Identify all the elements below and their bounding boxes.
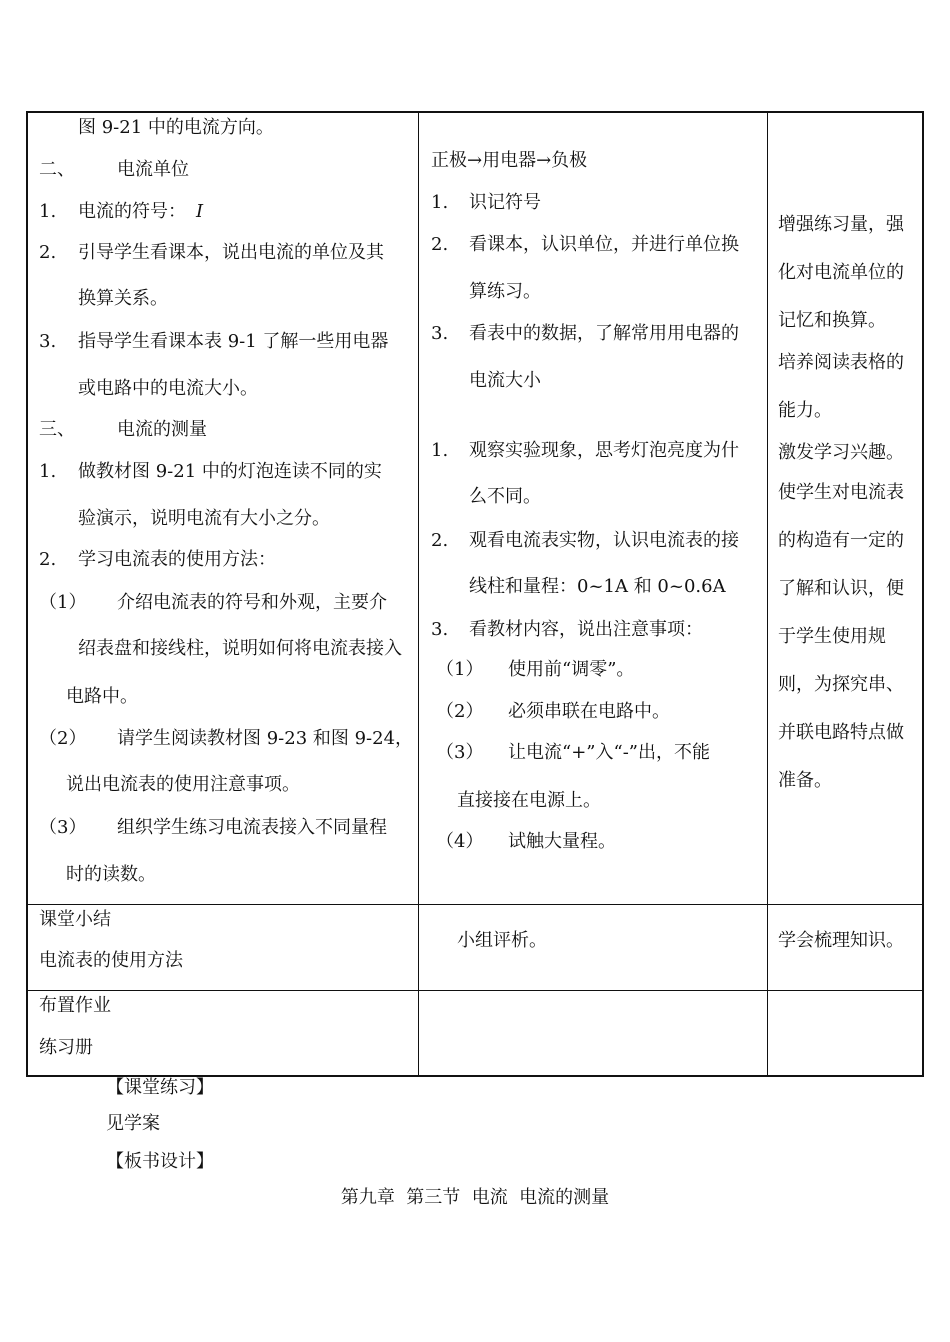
text-line: 观看电流表实物，认识电流表的接 bbox=[469, 530, 739, 551]
text-line: 电流大小 bbox=[469, 370, 541, 391]
text-line: 学会梳理知识。 bbox=[778, 930, 904, 951]
text-line: 电路中。 bbox=[66, 686, 138, 707]
column-divider bbox=[767, 113, 768, 1075]
text-line: 电流表的使用方法 bbox=[39, 950, 183, 971]
text-line: 学习电流表的使用方法： bbox=[78, 549, 276, 570]
text-line: 让电流“+”入“-”出，不能 bbox=[508, 742, 710, 763]
sub-item-number: （2） bbox=[39, 728, 87, 749]
text-line: 观察实验现象，思考灯泡亮度为什 bbox=[469, 440, 739, 461]
text-line: 说出电流表的使用注意事项。 bbox=[66, 774, 300, 795]
board-title: 第九章 第三节 电流 电流的测量 bbox=[340, 1187, 610, 1208]
text-line: 时的读数。 bbox=[66, 864, 156, 885]
intent-paragraph: 培养阅读表格的能力。 bbox=[778, 352, 904, 421]
item-number: 3. bbox=[431, 323, 449, 344]
intent-paragraph: 使学生对电流表的构造有一定的了解和认识，便于学生使用规则，为探究串、并联电路特点做准备。 bbox=[778, 482, 904, 791]
text-line: 看课本，认识单位，并进行单位换 bbox=[469, 234, 739, 255]
current-symbol: I bbox=[196, 201, 204, 222]
text-line: 组织学生练习电流表接入不同量程 bbox=[117, 817, 387, 838]
section-heading: 电流的测量 bbox=[117, 419, 207, 440]
text-line: 看表中的数据，了解常用用电器的 bbox=[469, 323, 739, 344]
practice-heading: 【课堂练习】 bbox=[106, 1077, 214, 1098]
text-line: 介绍电流表的符号和外观，主要介 bbox=[117, 592, 387, 613]
sub-item-number: （4） bbox=[436, 831, 484, 852]
item-number: 2. bbox=[431, 530, 449, 551]
item-number: 3. bbox=[39, 331, 57, 352]
sub-item-number: （3） bbox=[436, 742, 484, 763]
text-line: 引导学生看课本，说出电流的单位及其 bbox=[78, 242, 384, 263]
text-line: 换算关系。 bbox=[78, 288, 168, 309]
board-heading: 【板书设计】 bbox=[106, 1151, 214, 1172]
text-line: 么不同。 bbox=[469, 486, 541, 507]
intent-paragraph: 激发学习兴趣。 bbox=[778, 442, 904, 463]
row-divider bbox=[28, 904, 922, 905]
section-heading: 电流单位 bbox=[117, 159, 189, 180]
text-line: 做教材图 9-21 中的灯泡连读不同的实 bbox=[78, 461, 382, 482]
sub-item-number: （2） bbox=[436, 701, 484, 722]
practice-text: 见学案 bbox=[106, 1113, 160, 1134]
sub-item-number: （3） bbox=[39, 817, 87, 838]
row-heading-summary: 课堂小结 bbox=[39, 909, 111, 930]
row-heading-homework: 布置作业 bbox=[39, 995, 111, 1016]
column-divider bbox=[418, 113, 419, 1075]
item-number: 2. bbox=[39, 549, 57, 570]
text-line: 识记符号 bbox=[469, 192, 541, 213]
text-line: 验演示，说明电流有大小之分。 bbox=[78, 508, 330, 529]
text-line: 看教材内容，说出注意事项： bbox=[469, 619, 703, 640]
text-line: 或电路中的电流大小。 bbox=[78, 378, 258, 399]
item-number: 3. bbox=[431, 619, 449, 640]
text-line: 正极→用电器→负极 bbox=[431, 150, 588, 171]
row-divider bbox=[28, 990, 922, 991]
text-line: 使用前“调零”。 bbox=[508, 659, 635, 680]
text-line: 指导学生看课本表 9-1 了解一些用电器 bbox=[78, 331, 389, 352]
text-line: 直接接在电源上。 bbox=[457, 790, 601, 811]
item-number: 1. bbox=[431, 440, 449, 461]
text-line: 线柱和量程：0~1A 和 0~0.6A bbox=[469, 576, 726, 597]
item-number: 1. bbox=[431, 192, 449, 213]
section-number: 三、 bbox=[39, 419, 75, 440]
text-line: 试触大量程。 bbox=[508, 831, 616, 852]
intent-paragraph: 增强练习量，强化对电流单位的记忆和换算。 bbox=[778, 214, 904, 331]
sub-item-number: （1） bbox=[39, 592, 87, 613]
text-line: 练习册 bbox=[39, 1037, 93, 1058]
sub-item-number: （1） bbox=[436, 659, 484, 680]
text-line: 图 9-21 中的电流方向。 bbox=[78, 117, 274, 138]
text-line: 绍表盘和接线柱，说明如何将电流表接入 bbox=[78, 638, 402, 659]
text-line: 小组评析。 bbox=[457, 930, 547, 951]
text-line: 算练习。 bbox=[469, 281, 541, 302]
text-line: 必须串联在电路中。 bbox=[508, 701, 670, 722]
lesson-table bbox=[26, 111, 924, 1077]
text-line: 电流的符号： bbox=[78, 201, 186, 222]
item-number: 1. bbox=[39, 461, 57, 482]
item-number: 2. bbox=[431, 234, 449, 255]
text-line: 请学生阅读教材图 9-23 和图 9-24， bbox=[117, 728, 414, 749]
item-number: 1. bbox=[39, 201, 57, 222]
section-number: 二、 bbox=[39, 159, 75, 180]
item-number: 2. bbox=[39, 242, 57, 263]
